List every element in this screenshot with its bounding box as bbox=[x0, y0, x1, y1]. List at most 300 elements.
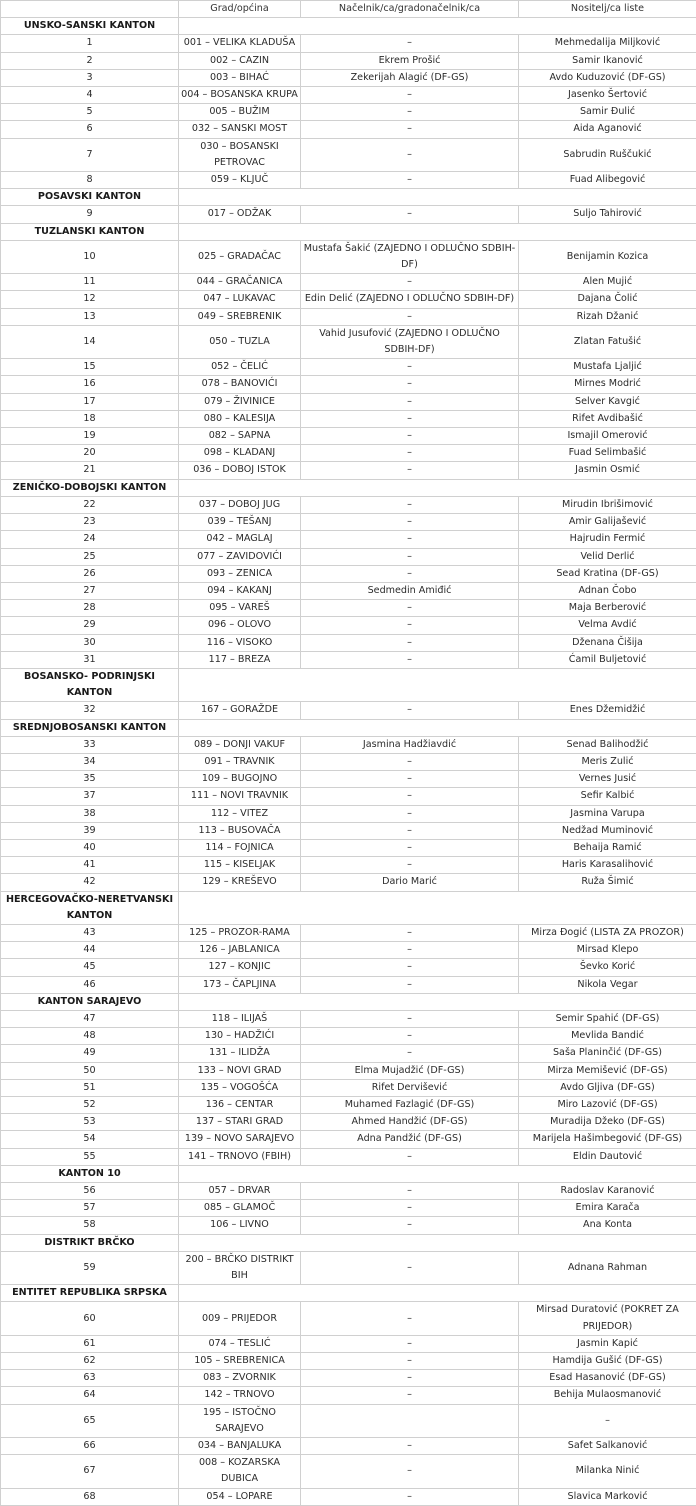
municipality-cell: 114 – FOJNICA bbox=[179, 839, 301, 856]
mayor-cell: – bbox=[301, 600, 519, 617]
table-row bbox=[1, 138, 696, 171]
mayor-cell: – bbox=[301, 35, 519, 52]
mayor-cell: – bbox=[301, 565, 519, 582]
list-leader-cell: Behaija Ramić bbox=[519, 839, 696, 856]
mayor-cell: Muhamed Fazlagić (DF-GS) bbox=[301, 1097, 519, 1114]
municipality-cell: 050 – TUZLA bbox=[179, 325, 301, 358]
region-name: POSAVSKI KANTON bbox=[1, 189, 179, 206]
mayor-cell: – bbox=[301, 206, 519, 223]
row-number: 65 bbox=[1, 1404, 179, 1437]
municipality-cell: 032 – SANSKI MOST bbox=[179, 121, 301, 138]
mayor-cell: – bbox=[301, 805, 519, 822]
table-row bbox=[1, 1131, 696, 1148]
region-name: ENTITET REPUBLIKA SRPSKA bbox=[1, 1285, 179, 1302]
mayor-cell: Ekrem Prošić bbox=[301, 52, 519, 69]
list-leader-cell: Fuad Alibegović bbox=[519, 172, 696, 189]
municipality-cell: 057 – DRVAR bbox=[179, 1183, 301, 1200]
mayor-cell: Ahmed Handžić (DF-GS) bbox=[301, 1114, 519, 1131]
list-leader-cell: Samir Đulić bbox=[519, 104, 696, 121]
list-leader-cell: Sabrudin Ruščukić bbox=[519, 138, 696, 171]
list-leader-cell: Mustafa Ljaljić bbox=[519, 359, 696, 376]
mayor-cell: – bbox=[301, 1045, 519, 1062]
row-number: 15 bbox=[1, 359, 179, 376]
row-number: 44 bbox=[1, 942, 179, 959]
mayor-cell: – bbox=[301, 359, 519, 376]
list-leader-cell: Mirza Memišević (DF-GS) bbox=[519, 1062, 696, 1079]
row-number: 31 bbox=[1, 651, 179, 668]
row-number: 24 bbox=[1, 531, 179, 548]
municipality-cell: 074 – TESLIĆ bbox=[179, 1335, 301, 1352]
list-leader-cell: Semir Spahić (DF-GS) bbox=[519, 1010, 696, 1027]
municipality-cell: 044 – GRAČANICA bbox=[179, 274, 301, 291]
list-leader-cell: Benijamin Kozica bbox=[519, 240, 696, 273]
list-leader-cell: Velid Derlić bbox=[519, 548, 696, 565]
table-row bbox=[1, 976, 696, 993]
row-number: 5 bbox=[1, 104, 179, 121]
municipality-cell: 001 – VELIKA KLADUŠA bbox=[179, 35, 301, 52]
table-row bbox=[1, 1353, 696, 1370]
mayor-cell: – bbox=[301, 87, 519, 104]
list-leader-cell: Haris Karasalihović bbox=[519, 857, 696, 874]
row-number: 22 bbox=[1, 496, 179, 513]
list-leader-cell: Esad Hasanović (DF-GS) bbox=[519, 1370, 696, 1387]
region-filler bbox=[179, 1285, 696, 1302]
table-row bbox=[1, 172, 696, 189]
municipality-cell: 098 – KLADANJ bbox=[179, 445, 301, 462]
row-number: 62 bbox=[1, 1353, 179, 1370]
row-number: 32 bbox=[1, 702, 179, 719]
mayor-cell: – bbox=[301, 1387, 519, 1404]
municipality-cell: 126 – JABLANICA bbox=[179, 942, 301, 959]
municipality-cell: 117 – BREZA bbox=[179, 651, 301, 668]
table-row bbox=[1, 651, 696, 668]
row-number: 52 bbox=[1, 1097, 179, 1114]
mayor-cell: Adna Pandžić (DF-GS) bbox=[301, 1131, 519, 1148]
table-row bbox=[1, 565, 696, 582]
list-leader-cell: Hajrudin Fermić bbox=[519, 531, 696, 548]
municipality-cell: 111 – NOVI TRAVNIK bbox=[179, 788, 301, 805]
row-number: 53 bbox=[1, 1114, 179, 1131]
table-row bbox=[1, 1183, 696, 1200]
region-filler bbox=[179, 1234, 696, 1251]
municipality-cell: 047 – LUKAVAC bbox=[179, 291, 301, 308]
row-number: 42 bbox=[1, 874, 179, 891]
table-row bbox=[1, 274, 696, 291]
region-row bbox=[1, 189, 696, 206]
table-row bbox=[1, 788, 696, 805]
mayor-cell: – bbox=[301, 172, 519, 189]
region-row bbox=[1, 18, 696, 35]
table-row bbox=[1, 942, 696, 959]
region-filler bbox=[179, 18, 696, 35]
municipality-cell: 127 – KONJIC bbox=[179, 959, 301, 976]
municipality-cell: 002 – CAZIN bbox=[179, 52, 301, 69]
row-number: 43 bbox=[1, 924, 179, 941]
region-name: KANTON 10 bbox=[1, 1165, 179, 1182]
mayor-cell: – bbox=[301, 428, 519, 445]
list-leader-cell: Saša Planinčić (DF-GS) bbox=[519, 1045, 696, 1062]
list-leader-cell: Marijela Hašimbegović (DF-GS) bbox=[519, 1131, 696, 1148]
table-row bbox=[1, 121, 696, 138]
header-row bbox=[1, 1, 696, 18]
list-leader-cell: Rifet Avdibašić bbox=[519, 410, 696, 427]
region-name: TUZLANSKI KANTON bbox=[1, 223, 179, 240]
list-leader-cell: Mirudin Ibrišimović bbox=[519, 496, 696, 513]
mayor-cell: Zekerijah Alagić (DF-GS) bbox=[301, 69, 519, 86]
table-row bbox=[1, 600, 696, 617]
list-leader-cell: Radoslav Karanović bbox=[519, 1183, 696, 1200]
table-row bbox=[1, 1114, 696, 1131]
municipality-cell: 091 – TRAVNIK bbox=[179, 753, 301, 770]
row-number: 67 bbox=[1, 1455, 179, 1488]
municipality-cell: 167 – GORAŽDE bbox=[179, 702, 301, 719]
municipality-cell: 039 – TEŠANJ bbox=[179, 514, 301, 531]
municipality-cell: 118 – ILIJAŠ bbox=[179, 1010, 301, 1027]
list-leader-cell: Rizah Džanić bbox=[519, 308, 696, 325]
table-row bbox=[1, 291, 696, 308]
table-row bbox=[1, 822, 696, 839]
table-row bbox=[1, 1387, 696, 1404]
region-name: ZENIČKO-DOBOJSKI KANTON bbox=[1, 479, 179, 496]
row-number: 17 bbox=[1, 393, 179, 410]
list-leader-cell: Mehmedalija Miljković bbox=[519, 35, 696, 52]
row-number: 25 bbox=[1, 548, 179, 565]
table-row bbox=[1, 1062, 696, 1079]
municipality-cell: 112 – VITEZ bbox=[179, 805, 301, 822]
mayor-cell: – bbox=[301, 410, 519, 427]
table-row bbox=[1, 1028, 696, 1045]
municipality-cell: 096 – OLOVO bbox=[179, 617, 301, 634]
municipality-cell: 059 – KLJUČ bbox=[179, 172, 301, 189]
municipality-cell: 142 – TRNOVO bbox=[179, 1387, 301, 1404]
municipality-cell: 173 – ČAPLJINA bbox=[179, 976, 301, 993]
table-row bbox=[1, 1097, 696, 1114]
list-leader-cell: Dajana Čolić bbox=[519, 291, 696, 308]
table-row bbox=[1, 548, 696, 565]
table-row bbox=[1, 104, 696, 121]
list-leader-cell: Behija Mulaosmanović bbox=[519, 1387, 696, 1404]
table-row bbox=[1, 514, 696, 531]
municipality-cell: 195 – ISTOČNO SARAJEVO bbox=[179, 1404, 301, 1437]
region-row bbox=[1, 719, 696, 736]
table-row bbox=[1, 1251, 696, 1284]
row-number: 30 bbox=[1, 634, 179, 651]
list-leader-cell: – bbox=[519, 1404, 696, 1437]
header-municipality: Grad/općina bbox=[179, 1, 301, 18]
municipality-cell: 078 – BANOVIĆI bbox=[179, 376, 301, 393]
row-number: 45 bbox=[1, 959, 179, 976]
list-leader-cell: Nedžad Muminović bbox=[519, 822, 696, 839]
region-name: KANTON SARAJEVO bbox=[1, 993, 179, 1010]
municipality-cell: 136 – CENTAR bbox=[179, 1097, 301, 1114]
mayor-cell: Edin Delić (ZAJEDNO I ODLUČNO SDBIH-DF) bbox=[301, 291, 519, 308]
mayor-cell: – bbox=[301, 138, 519, 171]
table-row bbox=[1, 359, 696, 376]
municipality-cell: 005 – BUŽIM bbox=[179, 104, 301, 121]
mayor-cell: Jasmina Hadžiavdić bbox=[301, 736, 519, 753]
table-row bbox=[1, 240, 696, 273]
row-number: 64 bbox=[1, 1387, 179, 1404]
list-leader-cell: Milanka Ninić bbox=[519, 1455, 696, 1488]
municipality-cell: 003 – BIHAĆ bbox=[179, 69, 301, 86]
list-leader-cell: Aida Aganović bbox=[519, 121, 696, 138]
row-number: 14 bbox=[1, 325, 179, 358]
table-row bbox=[1, 52, 696, 69]
table-row bbox=[1, 308, 696, 325]
table-row bbox=[1, 753, 696, 770]
mayor-cell: – bbox=[301, 104, 519, 121]
region-filler bbox=[179, 719, 696, 736]
row-number: 47 bbox=[1, 1010, 179, 1027]
row-number: 63 bbox=[1, 1370, 179, 1387]
list-leader-cell: Eldin Dautović bbox=[519, 1148, 696, 1165]
mayor-cell: – bbox=[301, 1217, 519, 1234]
municipality-cell: 094 – KAKANJ bbox=[179, 582, 301, 599]
municipality-cell: 131 – ILIDŽA bbox=[179, 1045, 301, 1062]
mayor-cell: – bbox=[301, 376, 519, 393]
list-leader-cell: Adnana Rahman bbox=[519, 1251, 696, 1284]
row-number: 40 bbox=[1, 839, 179, 856]
list-leader-cell: Alen Mujić bbox=[519, 274, 696, 291]
table-row bbox=[1, 1335, 696, 1352]
row-number: 13 bbox=[1, 308, 179, 325]
list-leader-cell: Jasenko Šertović bbox=[519, 87, 696, 104]
row-number: 59 bbox=[1, 1251, 179, 1284]
table-row bbox=[1, 839, 696, 856]
list-leader-cell: Mevlida Bandić bbox=[519, 1028, 696, 1045]
region-row bbox=[1, 479, 696, 496]
row-number: 6 bbox=[1, 121, 179, 138]
mayor-cell: – bbox=[301, 1353, 519, 1370]
mayor-cell: – bbox=[301, 788, 519, 805]
mayor-cell: Elma Mujadžić (DF-GS) bbox=[301, 1062, 519, 1079]
table-row bbox=[1, 531, 696, 548]
list-leader-cell: Velma Avdić bbox=[519, 617, 696, 634]
list-leader-cell: Maja Berberović bbox=[519, 600, 696, 617]
table-row bbox=[1, 1079, 696, 1096]
mayor-cell: – bbox=[301, 771, 519, 788]
list-leader-cell: Mirnes Modrić bbox=[519, 376, 696, 393]
mayor-cell: – bbox=[301, 651, 519, 668]
table-row bbox=[1, 445, 696, 462]
municipality-cell: 106 – LIVNO bbox=[179, 1217, 301, 1234]
list-leader-cell: Mirsad Klepo bbox=[519, 942, 696, 959]
table-row bbox=[1, 69, 696, 86]
table-row bbox=[1, 496, 696, 513]
table-row bbox=[1, 1217, 696, 1234]
row-number: 33 bbox=[1, 736, 179, 753]
municipality-cell: 113 – BUSOVAČA bbox=[179, 822, 301, 839]
mayor-cell: – bbox=[301, 839, 519, 856]
mayor-cell: – bbox=[301, 1028, 519, 1045]
municipality-cell: 105 – SREBRENICA bbox=[179, 1353, 301, 1370]
mayor-cell: – bbox=[301, 531, 519, 548]
list-leader-cell: Ćamil Buljetović bbox=[519, 651, 696, 668]
region-row bbox=[1, 223, 696, 240]
municipality-cell: 089 – DONJI VAKUF bbox=[179, 736, 301, 753]
row-number: 29 bbox=[1, 617, 179, 634]
mayor-cell: – bbox=[301, 548, 519, 565]
mayor-cell: – bbox=[301, 1302, 519, 1335]
mayor-cell: – bbox=[301, 942, 519, 959]
list-leader-cell: Amir Galijašević bbox=[519, 514, 696, 531]
row-number: 48 bbox=[1, 1028, 179, 1045]
table-row bbox=[1, 1370, 696, 1387]
region-row bbox=[1, 1165, 696, 1182]
list-leader-cell: Miro Lazović (DF-GS) bbox=[519, 1097, 696, 1114]
table-row bbox=[1, 410, 696, 427]
list-leader-cell: Samir Ikanović bbox=[519, 52, 696, 69]
region-filler bbox=[179, 223, 696, 240]
row-number: 66 bbox=[1, 1438, 179, 1455]
table-row bbox=[1, 805, 696, 822]
region-name: SREDNJOBOSANSKI KANTON bbox=[1, 719, 179, 736]
row-number: 57 bbox=[1, 1200, 179, 1217]
mayor-cell: – bbox=[301, 617, 519, 634]
row-number: 38 bbox=[1, 805, 179, 822]
region-filler bbox=[179, 891, 696, 924]
row-number: 26 bbox=[1, 565, 179, 582]
table-row bbox=[1, 1045, 696, 1062]
table-row bbox=[1, 874, 696, 891]
region-filler bbox=[179, 189, 696, 206]
mayor-cell: – bbox=[301, 1200, 519, 1217]
region-filler bbox=[179, 668, 696, 701]
table-row bbox=[1, 617, 696, 634]
region-row bbox=[1, 891, 696, 924]
list-leader-cell: Nikola Vegar bbox=[519, 976, 696, 993]
list-leader-cell: Emira Karača bbox=[519, 1200, 696, 1217]
municipality-cell: 037 – DOBOJ JUG bbox=[179, 496, 301, 513]
mayor-cell: – bbox=[301, 1183, 519, 1200]
row-number: 11 bbox=[1, 274, 179, 291]
row-number: 68 bbox=[1, 1488, 179, 1505]
row-number: 60 bbox=[1, 1302, 179, 1335]
municipality-cell: 004 – BOSANSKA KRUPA bbox=[179, 87, 301, 104]
mayor-cell: – bbox=[301, 308, 519, 325]
list-leader-cell: Sead Kratina (DF-GS) bbox=[519, 565, 696, 582]
row-number: 49 bbox=[1, 1045, 179, 1062]
table-row bbox=[1, 428, 696, 445]
municipality-cell: 083 – ZVORNIK bbox=[179, 1370, 301, 1387]
list-leader-cell: Safet Salkanović bbox=[519, 1438, 696, 1455]
list-leader-cell: Ševko Korić bbox=[519, 959, 696, 976]
table-row bbox=[1, 1455, 696, 1488]
list-leader-cell: Hamdija Gušić (DF-GS) bbox=[519, 1353, 696, 1370]
municipality-cell: 125 – PROZOR-RAMA bbox=[179, 924, 301, 941]
region-filler bbox=[179, 1165, 696, 1182]
table-row bbox=[1, 702, 696, 719]
list-leader-cell: Enes Džemidžić bbox=[519, 702, 696, 719]
mayor-cell: – bbox=[301, 822, 519, 839]
list-leader-cell: Jasmina Varupa bbox=[519, 805, 696, 822]
mayor-cell: – bbox=[301, 121, 519, 138]
mayor-cell: Dario Marić bbox=[301, 874, 519, 891]
municipality-cell: 129 – KREŠEVO bbox=[179, 874, 301, 891]
list-leader-cell: Senad Balihodžić bbox=[519, 736, 696, 753]
municipality-cell: 017 – ODŽAK bbox=[179, 206, 301, 223]
municipality-cell: 095 – VAREŠ bbox=[179, 600, 301, 617]
mayor-cell: – bbox=[301, 1010, 519, 1027]
header-number bbox=[1, 1, 179, 18]
municipality-cell: 200 – BRČKO DISTRIKT BIH bbox=[179, 1251, 301, 1284]
region-name: UNSKO-SANSKI KANTON bbox=[1, 18, 179, 35]
row-number: 41 bbox=[1, 857, 179, 874]
row-number: 2 bbox=[1, 52, 179, 69]
municipality-cell: 137 – STARI GRAD bbox=[179, 1114, 301, 1131]
municipality-cell: 116 – VISOKO bbox=[179, 634, 301, 651]
row-number: 56 bbox=[1, 1183, 179, 1200]
mayor-cell: Vahid Jusufović (ZAJEDNO I ODLUČNO SDBIH-DF) bbox=[301, 325, 519, 358]
list-leader-cell: Fuad Selimbašić bbox=[519, 445, 696, 462]
region-row bbox=[1, 1285, 696, 1302]
table-row bbox=[1, 1200, 696, 1217]
row-number: 28 bbox=[1, 600, 179, 617]
municipality-cell: 080 – KALESIJA bbox=[179, 410, 301, 427]
row-number: 35 bbox=[1, 771, 179, 788]
row-number: 7 bbox=[1, 138, 179, 171]
region-name: BOSANSKO- PODRINJSKI KANTON bbox=[1, 668, 179, 701]
mayor-cell: – bbox=[301, 445, 519, 462]
mayor-cell: Sedmedin Amiđić bbox=[301, 582, 519, 599]
mayor-cell: – bbox=[301, 857, 519, 874]
table-row bbox=[1, 206, 696, 223]
row-number: 50 bbox=[1, 1062, 179, 1079]
municipality-cell: 025 – GRADAČAC bbox=[179, 240, 301, 273]
row-number: 18 bbox=[1, 410, 179, 427]
row-number: 54 bbox=[1, 1131, 179, 1148]
list-leader-cell: Sefir Kalbić bbox=[519, 788, 696, 805]
row-number: 21 bbox=[1, 462, 179, 479]
list-leader-cell: Selver Kavgić bbox=[519, 393, 696, 410]
mayor-cell: – bbox=[301, 1335, 519, 1352]
list-leader-cell: Ruža Šimić bbox=[519, 874, 696, 891]
table-row bbox=[1, 87, 696, 104]
row-number: 8 bbox=[1, 172, 179, 189]
mayor-cell: – bbox=[301, 976, 519, 993]
municipality-cell: 054 – LOPARE bbox=[179, 1488, 301, 1505]
table-row bbox=[1, 857, 696, 874]
list-leader-cell: Zlatan Fatušić bbox=[519, 325, 696, 358]
row-number: 34 bbox=[1, 753, 179, 770]
table-row bbox=[1, 325, 696, 358]
table-row bbox=[1, 736, 696, 753]
mayor-cell: – bbox=[301, 753, 519, 770]
table-row bbox=[1, 462, 696, 479]
mayor-cell: – bbox=[301, 274, 519, 291]
municipality-cell: 008 – KOZARSKA DUBICA bbox=[179, 1455, 301, 1488]
row-number: 19 bbox=[1, 428, 179, 445]
municipality-cell: 036 – DOBOJ ISTOK bbox=[179, 462, 301, 479]
mayor-cell: – bbox=[301, 462, 519, 479]
row-number: 10 bbox=[1, 240, 179, 273]
municipality-cell: 034 – BANJALUKA bbox=[179, 1438, 301, 1455]
region-row bbox=[1, 993, 696, 1010]
table-row bbox=[1, 393, 696, 410]
municipality-cell: 093 – ZENICA bbox=[179, 565, 301, 582]
list-leader-cell: Adnan Čobo bbox=[519, 582, 696, 599]
mayor-cell bbox=[301, 1404, 519, 1437]
municipality-cell: 130 – HADŽIĆI bbox=[179, 1028, 301, 1045]
row-number: 46 bbox=[1, 976, 179, 993]
row-number: 51 bbox=[1, 1079, 179, 1096]
municipality-cell: 135 – VOGOŠĆA bbox=[179, 1079, 301, 1096]
table-body bbox=[1, 18, 696, 1506]
mayor-cell: – bbox=[301, 702, 519, 719]
list-leader-cell: Suljo Tahirović bbox=[519, 206, 696, 223]
region-row bbox=[1, 668, 696, 701]
table-row bbox=[1, 376, 696, 393]
